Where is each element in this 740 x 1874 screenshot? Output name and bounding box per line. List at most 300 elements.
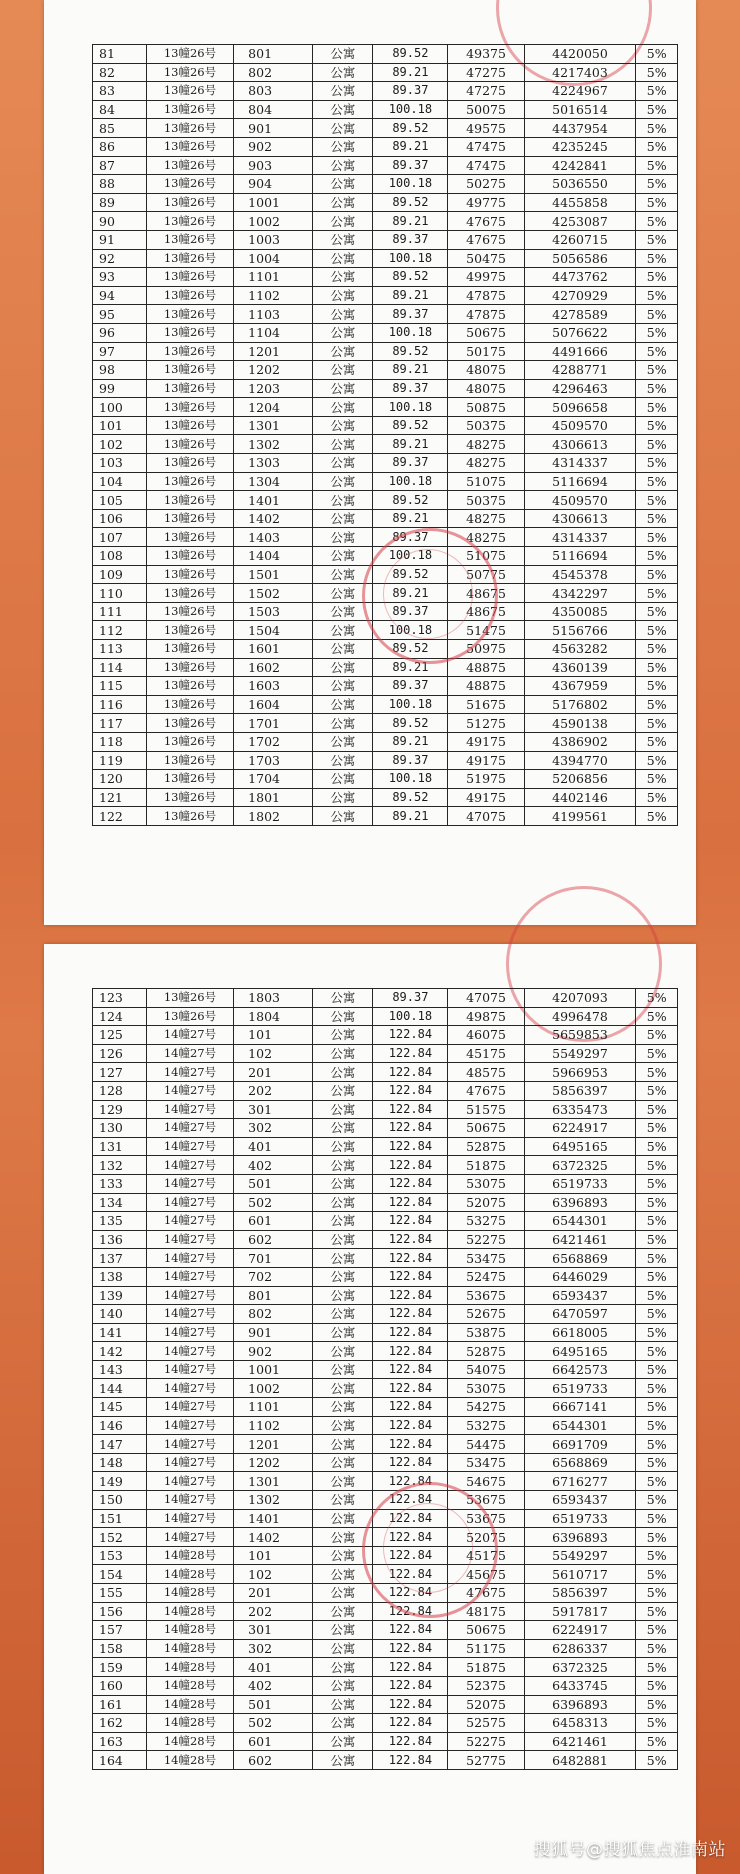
row-number-cell: 91 xyxy=(93,230,147,249)
rate-cell: 5% xyxy=(636,1658,678,1677)
room-number-cell: 1301 xyxy=(234,416,313,435)
unit-price-cell: 49175 xyxy=(448,732,524,751)
rate-cell: 5% xyxy=(636,193,678,212)
row-number-cell: 164 xyxy=(93,1751,147,1770)
row-number-cell: 116 xyxy=(93,695,147,714)
total-price-cell: 5549297 xyxy=(524,1546,636,1565)
table-row xyxy=(93,695,678,714)
unit-price-cell: 50075 xyxy=(448,100,524,119)
unit-price-cell: 45675 xyxy=(448,1565,524,1584)
property-type-cell: 公寓 xyxy=(313,714,373,733)
room-number-cell: 902 xyxy=(234,1342,313,1361)
table-row xyxy=(93,1751,678,1770)
property-type-cell: 公寓 xyxy=(313,1081,373,1100)
room-number-cell: 1202 xyxy=(234,1453,313,1472)
total-price-cell: 4235245 xyxy=(524,137,636,156)
building-unit-cell: 14幢27号 xyxy=(146,1360,233,1379)
unit-price-cell: 51875 xyxy=(448,1156,524,1175)
row-number-cell: 145 xyxy=(93,1398,147,1417)
rate-cell: 5% xyxy=(636,1193,678,1212)
rate-cell: 5% xyxy=(636,491,678,510)
unit-price-cell: 49775 xyxy=(448,193,524,212)
total-price-cell: 4207093 xyxy=(524,989,636,1008)
building-unit-cell: 13幢26号 xyxy=(146,1007,233,1026)
row-number-cell: 83 xyxy=(93,82,147,101)
unit-price-cell: 50775 xyxy=(448,565,524,584)
area-cell: 122.84 xyxy=(373,1100,448,1119)
area-cell: 89.21 xyxy=(373,509,448,528)
row-number-cell: 148 xyxy=(93,1453,147,1472)
room-number-cell: 1602 xyxy=(234,658,313,677)
rate-cell: 5% xyxy=(636,137,678,156)
table-row xyxy=(93,640,678,659)
row-number-cell: 151 xyxy=(93,1509,147,1528)
row-number-cell: 110 xyxy=(93,584,147,603)
row-number-cell: 111 xyxy=(93,602,147,621)
building-unit-cell: 14幢28号 xyxy=(146,1546,233,1565)
area-cell: 89.52 xyxy=(373,714,448,733)
row-number-cell: 149 xyxy=(93,1472,147,1491)
table-row xyxy=(93,751,678,770)
row-number-cell: 95 xyxy=(93,305,147,324)
room-number-cell: 602 xyxy=(234,1230,313,1249)
row-number-cell: 98 xyxy=(93,361,147,380)
building-unit-cell: 14幢27号 xyxy=(146,1249,233,1268)
building-unit-cell: 14幢27号 xyxy=(146,1044,233,1063)
property-type-cell: 公寓 xyxy=(313,379,373,398)
row-number-cell: 97 xyxy=(93,342,147,361)
area-cell: 122.84 xyxy=(373,1212,448,1231)
unit-price-cell: 53475 xyxy=(448,1453,524,1472)
building-unit-cell: 13幢26号 xyxy=(146,45,233,64)
area-cell: 89.37 xyxy=(373,677,448,696)
table-row xyxy=(93,249,678,268)
table-row xyxy=(93,435,678,454)
property-type-cell: 公寓 xyxy=(313,1602,373,1621)
building-unit-cell: 14幢27号 xyxy=(146,1174,233,1193)
rate-cell: 5% xyxy=(636,547,678,566)
property-type-cell: 公寓 xyxy=(313,212,373,231)
total-price-cell: 4314337 xyxy=(524,528,636,547)
rate-cell: 5% xyxy=(636,658,678,677)
room-number-cell: 301 xyxy=(234,1621,313,1640)
table-row xyxy=(93,1472,678,1491)
row-number-cell: 127 xyxy=(93,1063,147,1082)
unit-price-cell: 48275 xyxy=(448,454,524,473)
total-price-cell: 4563282 xyxy=(524,640,636,659)
row-number-cell: 139 xyxy=(93,1286,147,1305)
area-cell: 122.84 xyxy=(373,1416,448,1435)
total-price-cell: 4491666 xyxy=(524,342,636,361)
rate-cell: 5% xyxy=(636,249,678,268)
row-number-cell: 129 xyxy=(93,1100,147,1119)
table-row xyxy=(93,137,678,156)
rate-cell: 5% xyxy=(636,63,678,82)
rate-cell: 5% xyxy=(636,1546,678,1565)
rate-cell: 5% xyxy=(636,1137,678,1156)
room-number-cell: 302 xyxy=(234,1639,313,1658)
room-number-cell: 1103 xyxy=(234,305,313,324)
property-type-cell: 公寓 xyxy=(313,1137,373,1156)
row-number-cell: 122 xyxy=(93,807,147,826)
building-unit-cell: 14幢27号 xyxy=(146,1509,233,1528)
area-cell: 122.84 xyxy=(373,1249,448,1268)
row-number-cell: 121 xyxy=(93,788,147,807)
table-row xyxy=(93,361,678,380)
rate-cell: 5% xyxy=(636,1491,678,1510)
row-number-cell: 90 xyxy=(93,212,147,231)
rate-cell: 5% xyxy=(636,732,678,751)
area-cell: 89.37 xyxy=(373,751,448,770)
property-type-cell: 公寓 xyxy=(313,323,373,342)
building-unit-cell: 13幢26号 xyxy=(146,435,233,454)
building-unit-cell: 13幢26号 xyxy=(146,212,233,231)
building-unit-cell: 14幢28号 xyxy=(146,1676,233,1695)
unit-price-cell: 54275 xyxy=(448,1398,524,1417)
property-type-cell: 公寓 xyxy=(313,398,373,417)
total-price-cell: 6691709 xyxy=(524,1435,636,1454)
area-cell: 89.21 xyxy=(373,435,448,454)
rate-cell: 5% xyxy=(636,640,678,659)
total-price-cell: 6642573 xyxy=(524,1360,636,1379)
building-unit-cell: 13幢26号 xyxy=(146,63,233,82)
room-number-cell: 1402 xyxy=(234,509,313,528)
table-row xyxy=(93,1398,678,1417)
total-price-cell: 6618005 xyxy=(524,1323,636,1342)
building-unit-cell: 14幢28号 xyxy=(146,1751,233,1770)
building-unit-cell: 13幢26号 xyxy=(146,416,233,435)
table-row xyxy=(93,1156,678,1175)
room-number-cell: 1503 xyxy=(234,602,313,621)
building-unit-cell: 13幢26号 xyxy=(146,175,233,194)
rate-cell: 5% xyxy=(636,1267,678,1286)
table-row xyxy=(93,1249,678,1268)
total-price-cell: 4306613 xyxy=(524,435,636,454)
row-number-cell: 134 xyxy=(93,1193,147,1212)
table-row xyxy=(93,1546,678,1565)
table-row xyxy=(93,621,678,640)
table-row xyxy=(93,45,678,64)
building-unit-cell: 14幢27号 xyxy=(146,1435,233,1454)
unit-price-cell: 53275 xyxy=(448,1212,524,1231)
table-row xyxy=(93,1081,678,1100)
building-unit-cell: 13幢26号 xyxy=(146,156,233,175)
table-row xyxy=(93,714,678,733)
room-number-cell: 902 xyxy=(234,137,313,156)
room-number-cell: 1701 xyxy=(234,714,313,733)
property-type-cell: 公寓 xyxy=(313,1695,373,1714)
building-unit-cell: 13幢26号 xyxy=(146,640,233,659)
room-number-cell: 401 xyxy=(234,1137,313,1156)
area-cell: 122.84 xyxy=(373,1472,448,1491)
property-type-cell: 公寓 xyxy=(313,1565,373,1584)
area-cell: 89.52 xyxy=(373,342,448,361)
unit-price-cell: 53675 xyxy=(448,1491,524,1510)
area-cell: 122.84 xyxy=(373,1509,448,1528)
table-row xyxy=(93,1286,678,1305)
total-price-cell: 4306613 xyxy=(524,509,636,528)
room-number-cell: 1504 xyxy=(234,621,313,640)
source-watermark: 搜狐号@搜狐焦点淮南站 xyxy=(533,1840,726,1860)
room-number-cell: 1001 xyxy=(234,1360,313,1379)
row-number-cell: 119 xyxy=(93,751,147,770)
total-price-cell: 6421461 xyxy=(524,1230,636,1249)
property-type-cell: 公寓 xyxy=(313,1063,373,1082)
property-type-cell: 公寓 xyxy=(313,1249,373,1268)
table-row xyxy=(93,658,678,677)
unit-price-cell: 52475 xyxy=(448,1267,524,1286)
row-number-cell: 101 xyxy=(93,416,147,435)
area-cell: 89.52 xyxy=(373,119,448,138)
table-row xyxy=(93,1360,678,1379)
room-number-cell: 102 xyxy=(234,1044,313,1063)
room-number-cell: 1401 xyxy=(234,491,313,510)
rate-cell: 5% xyxy=(636,1584,678,1603)
room-number-cell: 1402 xyxy=(234,1528,313,1547)
unit-price-cell: 51575 xyxy=(448,1100,524,1119)
total-price-cell: 6396893 xyxy=(524,1528,636,1547)
row-number-cell: 124 xyxy=(93,1007,147,1026)
total-price-cell: 4260715 xyxy=(524,230,636,249)
area-cell: 122.84 xyxy=(373,1695,448,1714)
area-cell: 89.21 xyxy=(373,137,448,156)
rate-cell: 5% xyxy=(636,621,678,640)
unit-price-cell: 48575 xyxy=(448,1063,524,1082)
property-type-cell: 公寓 xyxy=(313,640,373,659)
rate-cell: 5% xyxy=(636,714,678,733)
unit-price-cell: 45175 xyxy=(448,1546,524,1565)
area-cell: 89.37 xyxy=(373,989,448,1008)
unit-price-cell: 47475 xyxy=(448,156,524,175)
rate-cell: 5% xyxy=(636,1398,678,1417)
row-number-cell: 141 xyxy=(93,1323,147,1342)
row-number-cell: 162 xyxy=(93,1714,147,1733)
unit-price-cell: 51075 xyxy=(448,472,524,491)
unit-price-cell: 47675 xyxy=(448,212,524,231)
property-type-cell: 公寓 xyxy=(313,416,373,435)
row-number-cell: 114 xyxy=(93,658,147,677)
building-unit-cell: 14幢27号 xyxy=(146,1398,233,1417)
unit-price-cell: 51475 xyxy=(448,621,524,640)
building-unit-cell: 14幢27号 xyxy=(146,1193,233,1212)
room-number-cell: 1401 xyxy=(234,1509,313,1528)
total-price-cell: 5056586 xyxy=(524,249,636,268)
area-cell: 89.52 xyxy=(373,193,448,212)
row-number-cell: 144 xyxy=(93,1379,147,1398)
unit-price-cell: 48075 xyxy=(448,379,524,398)
rate-cell: 5% xyxy=(636,1323,678,1342)
row-number-cell: 150 xyxy=(93,1491,147,1510)
area-cell: 122.84 xyxy=(373,1230,448,1249)
room-number-cell: 1804 xyxy=(234,1007,313,1026)
building-unit-cell: 13幢26号 xyxy=(146,788,233,807)
rate-cell: 5% xyxy=(636,1249,678,1268)
unit-price-cell: 50975 xyxy=(448,640,524,659)
unit-price-cell: 47075 xyxy=(448,989,524,1008)
area-cell: 89.52 xyxy=(373,491,448,510)
area-cell: 100.18 xyxy=(373,323,448,342)
unit-price-cell: 52675 xyxy=(448,1305,524,1324)
total-price-cell: 6372325 xyxy=(524,1658,636,1677)
room-number-cell: 1603 xyxy=(234,677,313,696)
building-unit-cell: 13幢26号 xyxy=(146,677,233,696)
total-price-cell: 5096658 xyxy=(524,398,636,417)
property-type-cell: 公寓 xyxy=(313,602,373,621)
rate-cell: 5% xyxy=(636,1174,678,1193)
table-row xyxy=(93,1212,678,1231)
unit-price-cell: 47275 xyxy=(448,63,524,82)
rate-cell: 5% xyxy=(636,751,678,770)
property-type-cell: 公寓 xyxy=(313,1342,373,1361)
total-price-cell: 5549297 xyxy=(524,1044,636,1063)
rate-cell: 5% xyxy=(636,1342,678,1361)
unit-price-cell: 47875 xyxy=(448,305,524,324)
area-cell: 89.37 xyxy=(373,602,448,621)
table-row xyxy=(93,1639,678,1658)
table-row xyxy=(93,286,678,305)
table-row xyxy=(93,119,678,138)
rate-cell: 5% xyxy=(636,1026,678,1045)
area-cell: 122.84 xyxy=(373,1119,448,1138)
rate-cell: 5% xyxy=(636,1156,678,1175)
property-type-cell: 公寓 xyxy=(313,63,373,82)
room-number-cell: 1101 xyxy=(234,1398,313,1417)
total-price-cell: 6568869 xyxy=(524,1249,636,1268)
property-type-cell: 公寓 xyxy=(313,1491,373,1510)
table-row xyxy=(93,323,678,342)
area-cell: 89.52 xyxy=(373,416,448,435)
room-number-cell: 1302 xyxy=(234,1491,313,1510)
unit-price-cell: 54475 xyxy=(448,1435,524,1454)
area-cell: 122.84 xyxy=(373,1156,448,1175)
area-cell: 122.84 xyxy=(373,1174,448,1193)
total-price-cell: 6495165 xyxy=(524,1137,636,1156)
property-type-cell: 公寓 xyxy=(313,565,373,584)
room-number-cell: 701 xyxy=(234,1249,313,1268)
room-number-cell: 1501 xyxy=(234,565,313,584)
unit-price-cell: 54675 xyxy=(448,1472,524,1491)
rate-cell: 5% xyxy=(636,119,678,138)
unit-price-cell: 52275 xyxy=(448,1732,524,1751)
unit-price-cell: 47875 xyxy=(448,286,524,305)
table-row xyxy=(93,100,678,119)
total-price-cell: 4278589 xyxy=(524,305,636,324)
room-number-cell: 1201 xyxy=(234,342,313,361)
property-type-cell: 公寓 xyxy=(313,1305,373,1324)
building-unit-cell: 13幢26号 xyxy=(146,602,233,621)
building-unit-cell: 14幢27号 xyxy=(146,1156,233,1175)
property-type-cell: 公寓 xyxy=(313,82,373,101)
unit-price-cell: 50675 xyxy=(448,1621,524,1640)
building-unit-cell: 13幢26号 xyxy=(146,268,233,287)
area-cell: 122.84 xyxy=(373,1305,448,1324)
price-sheet-page-1 xyxy=(44,0,696,925)
area-cell: 122.84 xyxy=(373,1658,448,1677)
building-unit-cell: 13幢26号 xyxy=(146,361,233,380)
property-type-cell: 公寓 xyxy=(313,454,373,473)
building-unit-cell: 14幢27号 xyxy=(146,1137,233,1156)
building-unit-cell: 13幢26号 xyxy=(146,286,233,305)
table-row xyxy=(93,547,678,566)
rate-cell: 5% xyxy=(636,1063,678,1082)
room-number-cell: 1104 xyxy=(234,323,313,342)
table-row xyxy=(93,1026,678,1045)
property-type-cell: 公寓 xyxy=(313,658,373,677)
row-number-cell: 92 xyxy=(93,249,147,268)
area-cell: 122.84 xyxy=(373,1044,448,1063)
building-unit-cell: 13幢26号 xyxy=(146,807,233,826)
rate-cell: 5% xyxy=(636,1695,678,1714)
room-number-cell: 1704 xyxy=(234,770,313,789)
room-number-cell: 401 xyxy=(234,1658,313,1677)
building-unit-cell: 13幢26号 xyxy=(146,230,233,249)
area-cell: 89.52 xyxy=(373,268,448,287)
building-unit-cell: 13幢26号 xyxy=(146,379,233,398)
room-number-cell: 402 xyxy=(234,1676,313,1695)
room-number-cell: 102 xyxy=(234,1565,313,1584)
table-row xyxy=(93,1416,678,1435)
row-number-cell: 155 xyxy=(93,1584,147,1603)
area-cell: 122.84 xyxy=(373,1584,448,1603)
unit-price-cell: 51075 xyxy=(448,547,524,566)
property-type-cell: 公寓 xyxy=(313,1416,373,1435)
table-row xyxy=(93,1602,678,1621)
area-cell: 89.37 xyxy=(373,156,448,175)
rate-cell: 5% xyxy=(636,584,678,603)
building-unit-cell: 13幢26号 xyxy=(146,119,233,138)
property-type-cell: 公寓 xyxy=(313,361,373,380)
building-unit-cell: 14幢27号 xyxy=(146,1416,233,1435)
property-type-cell: 公寓 xyxy=(313,342,373,361)
room-number-cell: 1404 xyxy=(234,547,313,566)
room-number-cell: 1002 xyxy=(234,1379,313,1398)
room-number-cell: 1604 xyxy=(234,695,313,714)
row-number-cell: 99 xyxy=(93,379,147,398)
rate-cell: 5% xyxy=(636,268,678,287)
unit-price-cell: 53875 xyxy=(448,1323,524,1342)
rate-cell: 5% xyxy=(636,1007,678,1026)
row-number-cell: 158 xyxy=(93,1639,147,1658)
building-unit-cell: 14幢27号 xyxy=(146,1286,233,1305)
total-price-cell: 4437954 xyxy=(524,119,636,138)
room-number-cell: 702 xyxy=(234,1267,313,1286)
total-price-cell: 5610717 xyxy=(524,1565,636,1584)
property-type-cell: 公寓 xyxy=(313,435,373,454)
total-price-cell: 4224967 xyxy=(524,82,636,101)
row-number-cell: 87 xyxy=(93,156,147,175)
rate-cell: 5% xyxy=(636,602,678,621)
table-row xyxy=(93,602,678,621)
row-number-cell: 126 xyxy=(93,1044,147,1063)
area-cell: 122.84 xyxy=(373,1267,448,1286)
table-row xyxy=(93,1714,678,1733)
area-cell: 89.52 xyxy=(373,565,448,584)
unit-price-cell: 49375 xyxy=(448,45,524,64)
unit-price-cell: 47675 xyxy=(448,1584,524,1603)
total-price-cell: 4367959 xyxy=(524,677,636,696)
table-row xyxy=(93,770,678,789)
property-type-cell: 公寓 xyxy=(313,1044,373,1063)
row-number-cell: 84 xyxy=(93,100,147,119)
area-cell: 89.37 xyxy=(373,454,448,473)
rate-cell: 5% xyxy=(636,286,678,305)
rate-cell: 5% xyxy=(636,212,678,231)
row-number-cell: 109 xyxy=(93,565,147,584)
total-price-cell: 6458313 xyxy=(524,1714,636,1733)
row-number-cell: 163 xyxy=(93,1732,147,1751)
total-price-cell: 6519733 xyxy=(524,1509,636,1528)
room-number-cell: 1003 xyxy=(234,230,313,249)
